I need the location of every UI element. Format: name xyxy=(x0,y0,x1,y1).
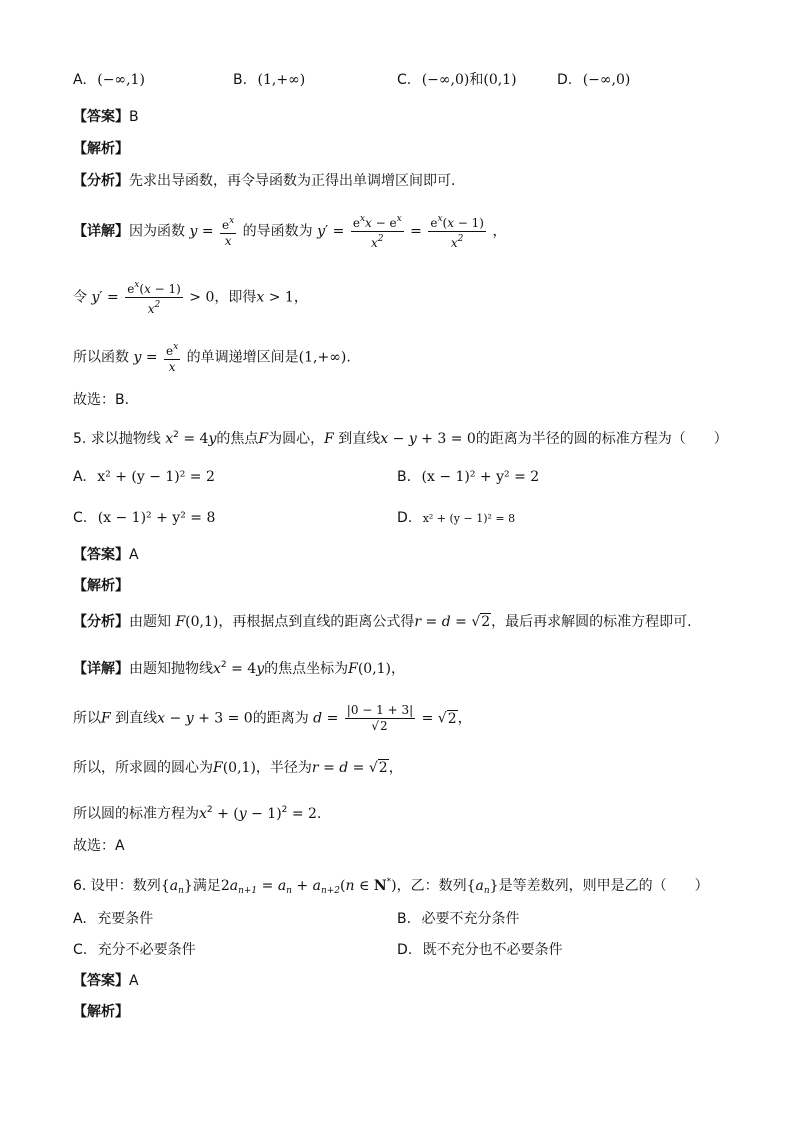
formula-derivative-factored: $\frac{e^x(x - 1)}{x^2}$ xyxy=(430,214,484,250)
text: 所以圆的标准方程为 xyxy=(73,806,199,822)
option-text: x² + (y − 1)² = 8 xyxy=(422,512,516,525)
answer-value: A xyxy=(129,547,139,563)
text: 为圆心， xyxy=(268,431,325,447)
text: 到直线 xyxy=(115,710,158,727)
q4-analysis-tag: 【解析】 xyxy=(73,141,129,157)
q6-analysis-tag: 【解析】 xyxy=(73,1004,129,1020)
text: 由题知 xyxy=(129,614,171,630)
q5-xiangjie: 【详解】由题知抛物线$x^2 = 4y$的焦点坐标为F(0,1)， xyxy=(73,660,406,677)
q5-option-a xyxy=(73,467,215,487)
option-letter: B. xyxy=(397,469,412,485)
text: 令 xyxy=(73,289,87,306)
option-letter: D. xyxy=(397,510,413,526)
fenxi-tag: 【分析】 xyxy=(73,173,129,189)
option-letter: C. xyxy=(73,942,88,958)
text: 的单调递增区间是 xyxy=(186,349,299,366)
q5-answer xyxy=(73,545,139,565)
text: 所以，所求圆的圆心为 xyxy=(73,760,213,776)
option-letter: B. xyxy=(233,72,248,88)
answer-tag: 【答案】 xyxy=(73,973,129,989)
text: 所以 xyxy=(73,710,101,727)
q5-analysis-tag: 【解析】 xyxy=(73,578,129,594)
formula-distance: $\frac{|0 - 1 + 3|}{√2}$ xyxy=(346,703,414,733)
q5-center-radius: 所以，所求圆的圆心为F(0,1)，半径为r = d = √2， xyxy=(73,760,403,776)
text: 是等差数列，则甲是乙的（ ） xyxy=(498,878,709,894)
q6-option-c xyxy=(73,940,196,960)
fenxi-text: 先求出导函数，再令导函数为正得出单调增区间即可. xyxy=(129,173,456,189)
option-text: (x − 1)² + y² = 2 xyxy=(421,469,540,485)
answer-value: B xyxy=(129,109,139,125)
option-letter: A. xyxy=(73,72,87,88)
formula-ex-over-x: $\frac{e^x}{x}$ xyxy=(222,216,235,248)
option-text: (x − 1)² + y² = 8 xyxy=(97,510,216,526)
text: 因为函数 xyxy=(129,223,185,240)
q4-option-c xyxy=(397,70,517,90)
text: 由题知抛物线 xyxy=(129,661,213,677)
q4-step2: 令 y′ = $\frac{e^x(x - 1)}{x^2}$ > 0，即得x > 1， xyxy=(73,280,308,316)
q6-option-b xyxy=(397,909,520,929)
text: 的导函数为 xyxy=(242,223,313,240)
option-text: 既不充分也不必要条件 xyxy=(422,942,563,958)
option-letter: D. xyxy=(557,72,573,88)
text: 满足 xyxy=(192,878,221,894)
q4-xiangjie: 【详解】因为函数 y = $\frac{e^x}{x}$ 的导函数为 y′ = $\frac{e^xx - e^x}{x^2}$ = $\frac{e^x(x - 1)}{x^2}$ ， xyxy=(73,214,507,250)
option-text: 充分不必要条件 xyxy=(97,942,196,958)
q6-option-a xyxy=(73,909,153,929)
option-text: 充要条件 xyxy=(97,911,154,927)
fenxi-tag: 【分析】 xyxy=(73,614,129,630)
text: 到直线 xyxy=(338,431,381,447)
q4-option-d xyxy=(557,70,630,90)
answer-tag: 【答案】 xyxy=(73,109,129,125)
q5-option-c xyxy=(73,508,215,528)
option-letter: A. xyxy=(73,911,87,927)
option-text: (−∞,0)和(0,1) xyxy=(421,72,517,88)
q4-answer xyxy=(73,107,139,127)
text: ，即得 xyxy=(214,289,257,306)
option-text: (−∞,1) xyxy=(97,72,145,88)
text: 的焦点 xyxy=(216,431,259,447)
q5-fenxi: 【分析】由题知 F(0,1)，再根据点到直线的距离公式得r = d = √2，最后再求解圆的标准方程即可. xyxy=(73,614,692,630)
option-text: x² + (y − 1)² = 2 xyxy=(97,469,215,485)
interval: (1,+∞). xyxy=(298,349,351,366)
text: 6. 设甲：数列 xyxy=(73,878,161,894)
q4-fenxi xyxy=(73,171,455,191)
text: ，再根据点到直线的距离公式得 xyxy=(218,614,415,630)
text: 所以函数 xyxy=(73,349,129,366)
q6-option-d xyxy=(397,940,563,960)
q5-option-d xyxy=(397,508,515,529)
option-letter: B. xyxy=(397,911,412,927)
option-text: (1,+∞) xyxy=(257,72,306,88)
xiangjie-tag: 【详解】 xyxy=(73,661,129,677)
option-letter: A. xyxy=(73,469,87,485)
text: ，最后再求解圆的标准方程即可. xyxy=(491,614,692,630)
q4-choose: 故选：B. xyxy=(73,392,130,408)
text: ， xyxy=(293,289,308,306)
text: ，乙：数列 xyxy=(396,878,467,894)
q4-option-b xyxy=(233,70,305,90)
option-letter: C. xyxy=(397,72,412,88)
q4-option-a xyxy=(73,70,145,90)
text: 5. 求以抛物线 xyxy=(73,431,161,447)
formula-derivative: $\frac{e^xx - e^x}{x^2}$ xyxy=(352,214,402,250)
q5-stem: 5. 求以抛物线 $x^2 = 4y$的焦点F为圆心，F 到直线x − y + 3 = 0的距离为半径的圆的标准方程为（ ） xyxy=(73,430,728,447)
text: 的焦点坐标为 xyxy=(264,661,349,677)
formula-derivative-factored: $\frac{e^x(x - 1)}{x^2}$ xyxy=(127,280,181,316)
option-text: 必要不充分条件 xyxy=(421,911,520,927)
text: 的距离为半径的圆的标准方程为（ ） xyxy=(475,431,728,447)
q6-stem: 6. 设甲：数列$\{a_n\}$满足$2a_{n+1} = a_n + a_{n+2}(n$ ∈ N*)，乙：数列$\{a_n\}$是等差数列，则甲是乙的（ ） xyxy=(73,877,709,896)
answer-tag: 【答案】 xyxy=(73,547,129,563)
option-letter: D. xyxy=(397,942,413,958)
q5-distance-line: 所以F 到直线x − y + 3 = 0的距离为 d = $\frac{|0 - 1 + 3|}{√2}$ = √2， xyxy=(73,703,472,733)
option-text: (−∞,0) xyxy=(582,72,631,88)
text: ，半径为 xyxy=(255,760,312,776)
q5-option-b xyxy=(397,467,539,487)
formula-ex-over-x: $\frac{e^x}{x}$ xyxy=(166,342,179,374)
q5-equation: 所以圆的标准方程为$x^2 + (y - 1)^2 = 2$. xyxy=(73,805,322,822)
answer-value: A xyxy=(129,973,139,989)
q5-choose: 故选：A xyxy=(73,838,125,854)
q4-step3: 所以函数 y = $\frac{e^x}{x}$ 的单调递增区间是(1,+∞). xyxy=(73,342,351,374)
option-letter: C. xyxy=(73,510,88,526)
xiangjie-tag: 【详解】 xyxy=(73,223,129,240)
text: 的距离为 xyxy=(252,710,309,727)
q6-answer xyxy=(73,971,139,991)
